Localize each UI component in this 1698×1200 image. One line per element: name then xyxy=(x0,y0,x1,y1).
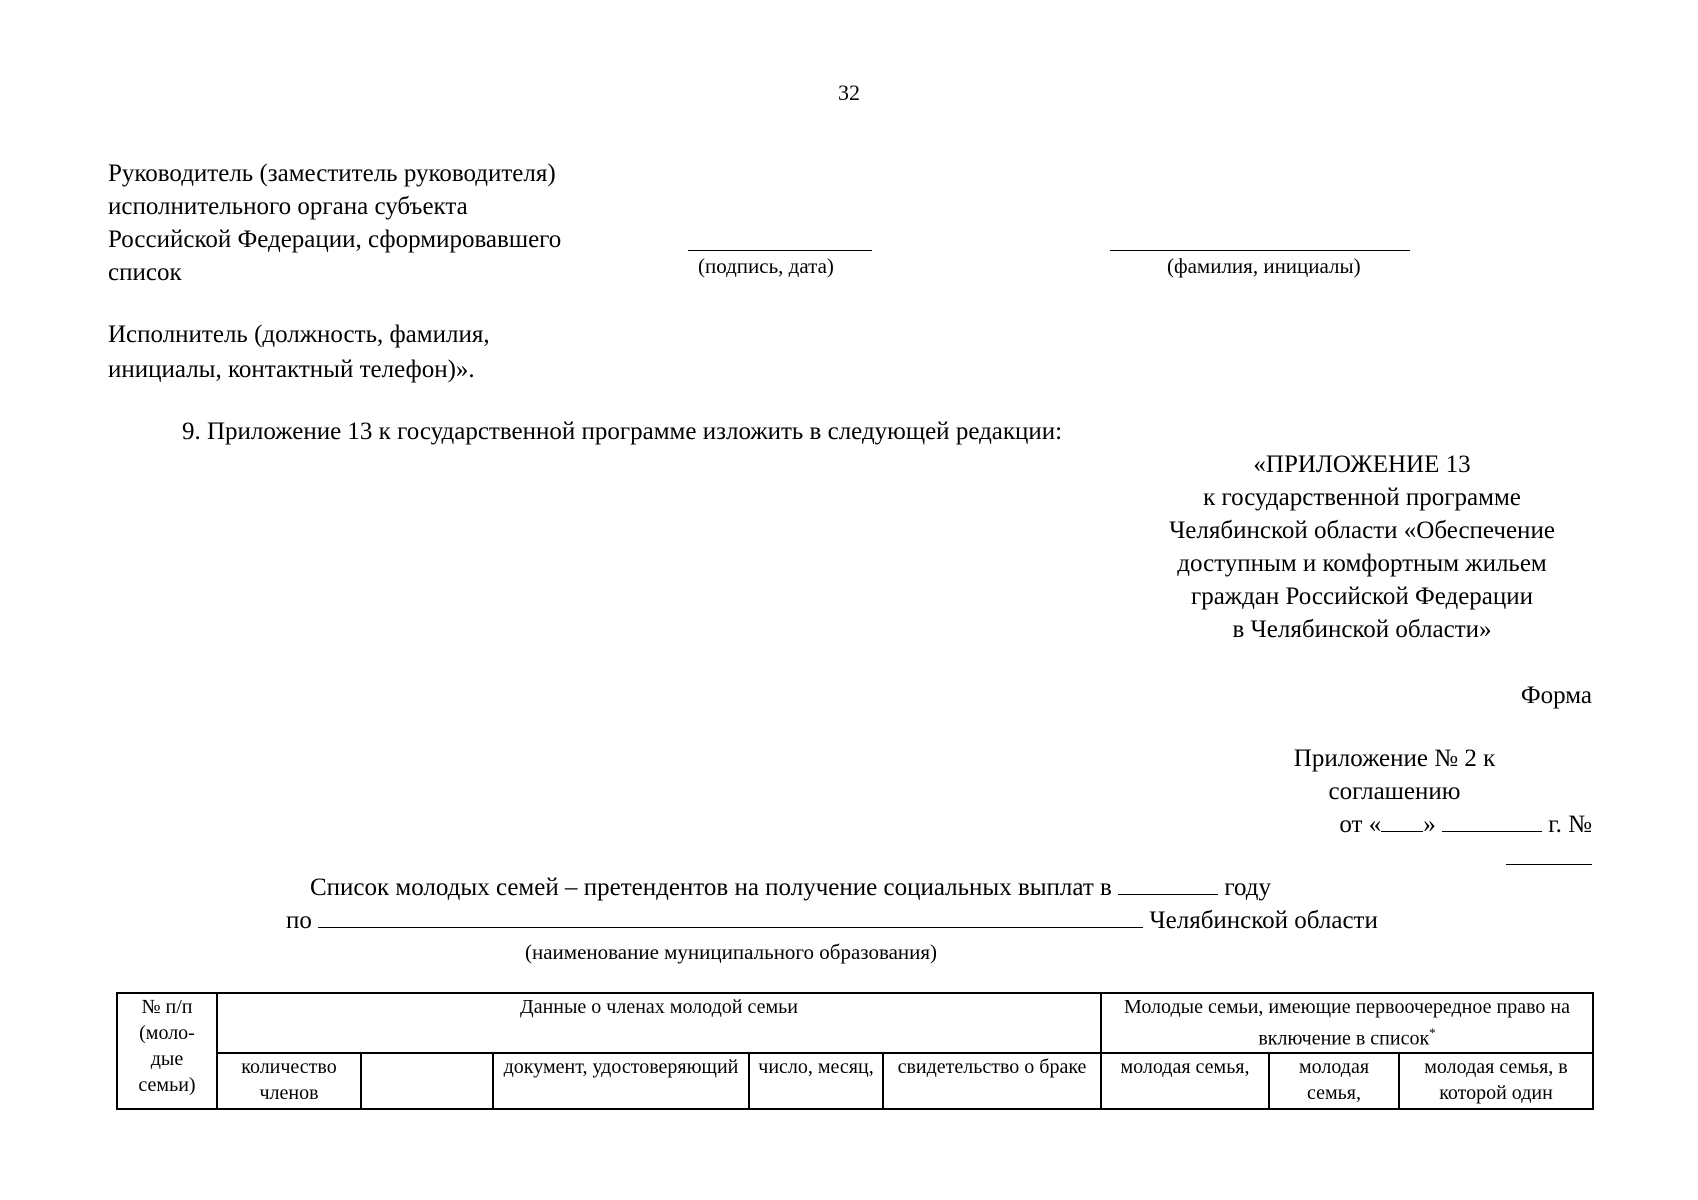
executor-line: инициалы, контактный телефон)». xyxy=(108,356,475,383)
municipality-caption: (наименование муниципального образования) xyxy=(525,940,938,964)
list-title-line-2 xyxy=(286,907,1378,935)
agreement-quote: » xyxy=(1423,811,1436,838)
header-priority-right xyxy=(1101,993,1593,1053)
municipality-blank xyxy=(318,927,1143,928)
month-blank xyxy=(1442,831,1542,832)
form-label: Форма xyxy=(1520,682,1592,709)
agreement-line: Приложение № 2 к xyxy=(1293,745,1496,772)
subheader-marriage-certificate: свидетельство о браке xyxy=(883,1053,1101,1109)
header-number-line: семьи) xyxy=(138,1074,196,1096)
appendix-line: «ПРИЛОЖЕНИЕ 13 xyxy=(1253,451,1471,478)
header-priority-text: Молодые семьи, имеющие первоочередное право на включение в список xyxy=(1124,996,1570,1050)
signatory-line: список xyxy=(108,259,182,286)
item-9-text: 9. Приложение 13 к государственной программе изложить в следующей редакции: xyxy=(182,418,1063,445)
appendix-line: доступным и комфортным жильем xyxy=(1177,550,1547,577)
day-blank xyxy=(1381,831,1423,832)
appendix-line: Челябинской области «Обеспечение xyxy=(1169,517,1555,544)
subheader-identity-document: документ, удостоверяющий xyxy=(493,1053,749,1109)
executor-line: Исполнитель (должность, фамилия, xyxy=(108,321,490,348)
executor-block xyxy=(108,317,490,387)
appendix-line: граждан Российской Федерации xyxy=(1190,583,1534,610)
page-number: 32 xyxy=(838,80,860,105)
appendix-line: к государственной программе xyxy=(1203,484,1521,511)
footnote-mark: * xyxy=(1429,1025,1436,1040)
header-number-line: дые xyxy=(150,1048,184,1070)
header-number-line: (моло- xyxy=(139,1022,195,1044)
list-title-line-1 xyxy=(310,874,1271,902)
header-number xyxy=(117,993,217,1109)
signatory-line: Российской Федерации, сформировавшего xyxy=(108,226,562,253)
list-title-region: Челябинской области xyxy=(1149,907,1378,934)
subheader-young-family-2: молодая семья, xyxy=(1269,1053,1399,1109)
subheader-young-family-3: молодая семья, в которой один xyxy=(1399,1053,1593,1109)
signatory-line: исполнительного органа субъекта xyxy=(108,193,468,220)
number-blank xyxy=(1506,864,1592,865)
signature-blank-line xyxy=(688,250,872,251)
header-number-line: № п/п xyxy=(141,996,193,1018)
subheader-birth-date: число, месяц, xyxy=(749,1053,883,1109)
subheader-member-count: количество членов xyxy=(217,1053,361,1109)
agreement-year-no: г. № xyxy=(1548,811,1592,838)
signatory-position xyxy=(108,157,561,289)
header-family-members: Данные о членах молодой семьи xyxy=(217,993,1101,1053)
agreement-line: соглашению xyxy=(1328,778,1461,805)
appendix-header xyxy=(1132,448,1592,646)
signatory-line: Руководитель (заместитель руководителя) xyxy=(108,160,556,187)
list-title-text: Список молодых семей – претендентов на получение социальных выплат в xyxy=(310,874,1112,901)
subheader-empty xyxy=(361,1053,493,1109)
name-blank-line xyxy=(1110,250,1410,251)
subheader-young-family-1: молодая семья, xyxy=(1101,1053,1269,1109)
agreement-from: от « xyxy=(1339,811,1382,838)
families-table xyxy=(116,992,1594,1110)
list-title-year-word: году xyxy=(1224,874,1271,901)
year-blank xyxy=(1118,894,1218,895)
agreement-date-line xyxy=(1252,808,1592,874)
signature-caption: (подпись, дата) xyxy=(698,254,834,278)
appendix-line: в Челябинской области» xyxy=(1232,616,1492,643)
list-title-by: по xyxy=(286,907,312,934)
agreement-reference xyxy=(1252,742,1592,874)
name-caption: (фамилия, инициалы) xyxy=(1167,254,1361,278)
